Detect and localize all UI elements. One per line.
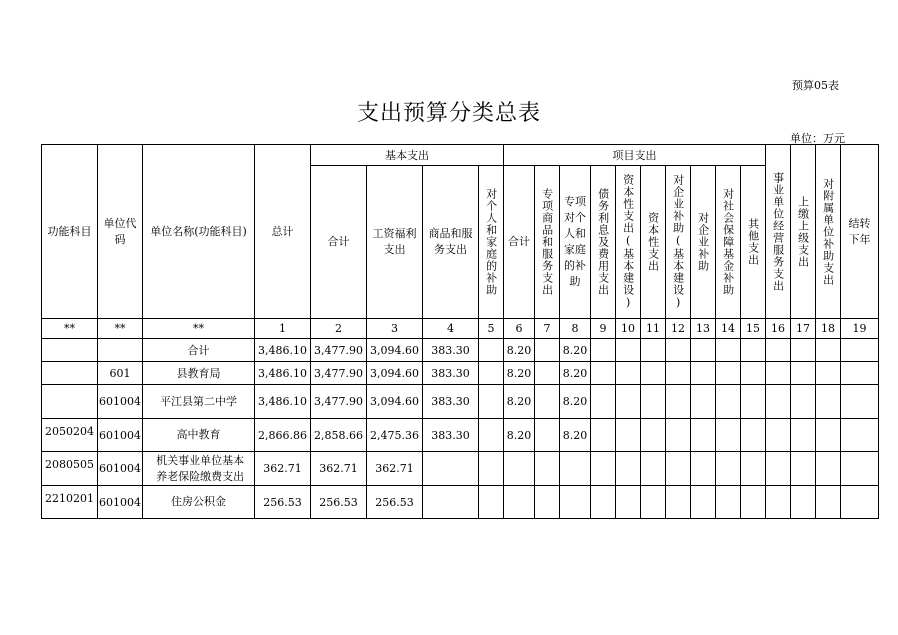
table-row: 2080505 601004 机关事业单位基本养老保险缴费支出 362.71 362.71 362.71 bbox=[42, 452, 879, 486]
header-social-security: 对社会保障基金补助 bbox=[716, 166, 741, 319]
header-basic-group: 基本支出 bbox=[311, 145, 504, 166]
table-row: 2050204 601004 高中教育 2,866.86 2,858.66 2,475.36 383.30 8.20 8.20 bbox=[42, 419, 879, 452]
header-subsidiary: 对附属单位补助支出 bbox=[816, 145, 841, 319]
unit-label: 单位：万元 bbox=[790, 132, 845, 145]
header-func-code: 功能科目 bbox=[42, 145, 98, 319]
header-unit-code: 单位代码 bbox=[98, 145, 143, 319]
header-debt: 债务利息及费用支出 bbox=[591, 166, 616, 319]
header-other: 其他支出 bbox=[741, 166, 766, 319]
header-capital: 资本性支出 bbox=[641, 166, 666, 319]
header-business: 事业单位经营服务支出 bbox=[766, 145, 791, 319]
index-row: ** ** ** 1 2 3 4 5 6 7 8 9 10 11 12 13 14 15 16 17 18 19 bbox=[42, 319, 879, 339]
table-row: 2210201 601004 住房公积金 256.53 256.53 256.53 bbox=[42, 486, 879, 519]
expenditure-table bbox=[41, 144, 879, 519]
header-salary: 工资福利支出 bbox=[367, 166, 423, 319]
header-upper: 上缴上级支出 bbox=[791, 145, 816, 319]
table-row: 601 县教育局 3,486.10 3,477.90 3,094.60 383.30 8.20 8.20 bbox=[42, 362, 879, 385]
header-goods: 商品和服务支出 bbox=[423, 166, 479, 319]
header-carryover: 结转下年 bbox=[841, 145, 879, 319]
page-title: 支出预算分类总表 bbox=[356, 101, 541, 126]
header-project-group: 项目支出 bbox=[504, 145, 766, 166]
header-personal: 对个人和家庭的补助 bbox=[479, 166, 504, 319]
table-row: 合计 3,486.10 3,477.90 3,094.60 383.30 8.20 8.20 bbox=[42, 339, 879, 362]
header-project-total: 合计 bbox=[504, 166, 535, 319]
form-id: 预算05表 bbox=[792, 79, 839, 92]
header-enterprise: 对企业补助 bbox=[691, 166, 716, 319]
header-capital-basic: 资本性支出(基本建设) bbox=[616, 166, 641, 319]
header-total: 总计 bbox=[255, 145, 311, 319]
header-enterprise-basic: 对企业补助(基本建设) bbox=[666, 166, 691, 319]
table-row: 601004 平江县第二中学 3,486.10 3,477.90 3,094.60 383.30 8.20 8.20 bbox=[42, 385, 879, 419]
header-proj-personal: 专项对个人和家庭的补助 bbox=[560, 166, 591, 319]
header-unit-name: 单位名称(功能科目) bbox=[143, 145, 255, 319]
header-basic-total: 合计 bbox=[311, 166, 367, 319]
header-proj-goods: 专项商品和服务支出 bbox=[535, 166, 560, 319]
